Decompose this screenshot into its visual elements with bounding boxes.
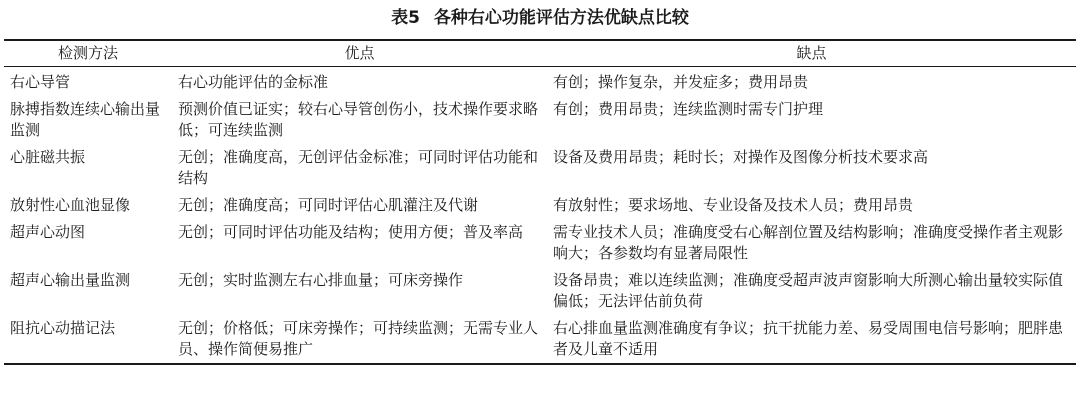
table-header-row xyxy=(4,40,1076,67)
table-row xyxy=(4,67,1076,97)
method-cell: 超声心输出量监测 xyxy=(10,271,131,289)
table-caption xyxy=(0,6,1080,30)
header-method: 检测方法 xyxy=(57,44,118,62)
pros-cell: 右心功能评估的金标准 xyxy=(178,73,329,91)
method-cell: 放射性心血池显像 xyxy=(10,196,131,214)
table-row xyxy=(4,315,1076,364)
pros-cell: 无创；价格低；可床旁操作；可持续监测；无需专业人员、操作简便易推广 xyxy=(178,319,539,358)
cons-cell: 有创；操作复杂，并发症多；费用昂贵 xyxy=(553,73,809,91)
header-pros: 优点 xyxy=(344,44,375,62)
cons-cell: 有放射性；要求场地、专业设备及技术人员；费用昂贵 xyxy=(553,196,914,214)
pros-cell: 无创；可同时评估功能及结构；使用方便；普及率高 xyxy=(178,223,524,241)
table-title: 各种右心功能评估方法优缺点比较 xyxy=(433,8,689,28)
cons-cell: 右心排血量监测准确度有争议；抗干扰能力差、易受周围电信号影响；肥胖患者及儿童不适用 xyxy=(553,319,1064,358)
cons-cell: 需专业技术人员；准确度受右心解剖位置及结构影响；准确度受操作者主观影响大；各参数均有显著局限性 xyxy=(553,223,1064,262)
pros-cell: 无创；实时监测左右心排血量；可床旁操作 xyxy=(178,271,464,289)
comparison-table xyxy=(4,39,1076,365)
table-row xyxy=(4,96,1076,144)
cons-cell: 设备昂贵；难以连续监测；准确度受超声波声窗影响大所测心输出量较实际值偏低；无法评估前负荷 xyxy=(553,271,1064,310)
method-cell: 超声心动图 xyxy=(10,223,86,241)
table-row xyxy=(4,267,1076,315)
pros-cell: 预测价值已证实；较右心导管创伤小，技术操作要求略低；可连续监测 xyxy=(178,100,539,139)
cons-cell: 设备及费用昂贵；耗时长；对操作及图像分析技术要求高 xyxy=(553,148,929,166)
header-cons: 缺点 xyxy=(796,44,827,62)
method-cell: 心脏磁共振 xyxy=(10,148,86,166)
table-row xyxy=(4,144,1076,192)
pros-cell: 无创；准确度高；可同时评估心肌灌注及代谢 xyxy=(178,196,479,214)
method-cell: 阻抗心动描记法 xyxy=(10,319,116,337)
method-cell: 右心导管 xyxy=(10,73,71,91)
table-row xyxy=(4,219,1076,267)
table-row xyxy=(4,192,1076,219)
method-cell: 脉搏指数连续心输出量监测 xyxy=(10,100,161,139)
table-label: 表5 xyxy=(391,8,420,28)
cons-cell: 有创；费用昂贵；连续监测时需专门护理 xyxy=(553,100,824,118)
pros-cell: 无创；准确度高，无创评估金标准；可同时评估功能和结构 xyxy=(178,148,539,187)
